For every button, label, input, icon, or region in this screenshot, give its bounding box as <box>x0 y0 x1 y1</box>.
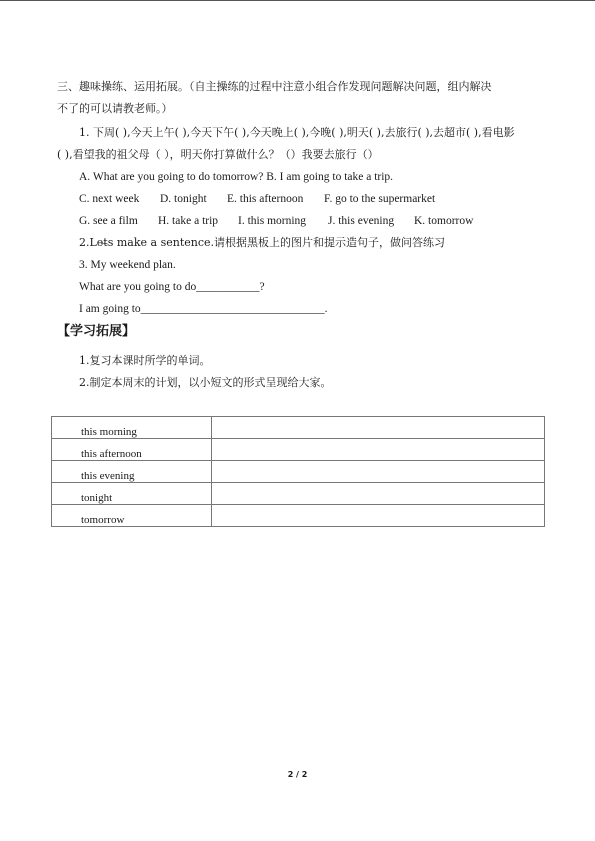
table-row <box>52 483 545 505</box>
weekend-answer: I am going to________________________________. <box>79 303 328 315</box>
question3: 3. My weekend plan. <box>79 259 176 271</box>
options-row-3 <box>79 214 473 228</box>
time-cell: this evening <box>52 461 212 483</box>
section3-title-cont: 不了的可以请教老师。） <box>57 102 173 115</box>
option-e: E. this afternoon <box>227 193 304 205</box>
question2: 2.Let̶s make a sentence.请根据黑板上的图片和提示造句子，做问答练习 <box>79 236 446 249</box>
plan-cell[interactable] <box>212 417 545 439</box>
table-row <box>52 505 545 527</box>
table-row <box>52 461 545 483</box>
section3-title: 三、趣味操练、运用拓展。（自主操练的过程中注意小组合作发现问题解决问题，组内解决 <box>57 80 492 93</box>
extension-heading: 【学习拓展】 <box>57 324 136 339</box>
options-row-2 <box>79 192 435 206</box>
option-c: C. next week <box>79 193 140 205</box>
table-row <box>52 439 545 461</box>
option-d: D. tonight <box>160 193 207 205</box>
weekend-plan-table <box>51 416 545 527</box>
time-cell: tomorrow <box>52 505 212 527</box>
top-rule <box>0 0 595 1</box>
option-h: H. take a trip <box>158 215 219 227</box>
plan-cell[interactable] <box>212 483 545 505</box>
plan-cell[interactable] <box>212 505 545 527</box>
option-a: A. What are you going to do tomorrow? B. I am going to take a trip. <box>79 171 394 183</box>
plan-cell[interactable] <box>212 439 545 461</box>
question1-line1: 1. 下周( ),今天上午( ),今天下午( ),今天晚上( ),今晚( ),明天( ),去旅行( ),去超市( ),看电影 <box>79 126 515 139</box>
option-i: I. this morning <box>238 215 307 227</box>
option-j: J. this evening <box>328 215 395 227</box>
extension-item-2: 2.制定本周末的计划，以小短文的形式呈现给大家。 <box>79 376 332 389</box>
time-cell: tonight <box>52 483 212 505</box>
option-f: F. go to the supermarket <box>324 193 436 205</box>
option-k: K. tomorrow <box>414 215 474 227</box>
weekend-question: What are you going to do___________? <box>79 281 265 293</box>
option-g: G. see a film <box>79 215 138 227</box>
question1-line2: ( ),看望我的祖父母（ ），明天你打算做什么？（）我要去旅行（） <box>57 148 379 161</box>
plan-cell[interactable] <box>212 461 545 483</box>
extension-item-1: 1.复习本课时所学的单词。 <box>79 354 211 367</box>
page-number: 2 / 2 <box>287 770 308 779</box>
table-row <box>52 417 545 439</box>
time-cell: this afternoon <box>52 439 212 461</box>
time-cell: this morning <box>52 417 212 439</box>
